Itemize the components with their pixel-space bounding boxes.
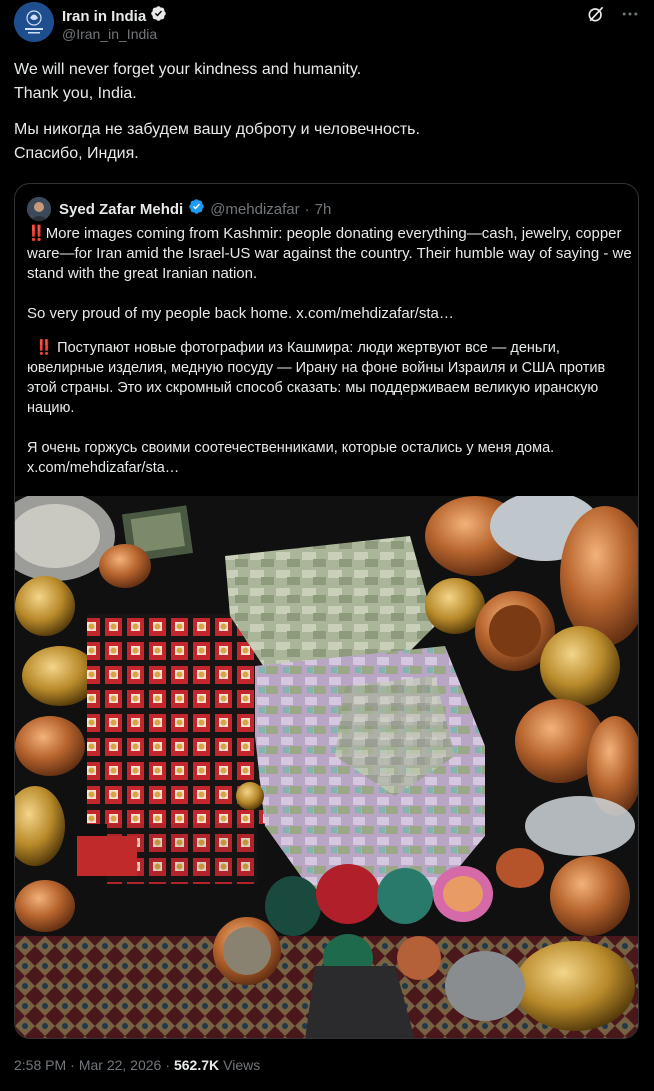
quoted-tweet[interactable] (14, 183, 639, 1039)
tweet-footer (14, 1057, 260, 1073)
quote-en-text-2: So very proud of my people back home. x.com/mehdizafar/sta… (27, 305, 454, 322)
double-exclamation-icon: ‼️ (35, 340, 54, 356)
quote-ru-link[interactable]: x.com/mehdizafar/sta… (27, 460, 180, 476)
quote-text (27, 224, 632, 478)
meta-separator: · (70, 1057, 75, 1073)
tweet-date[interactable]: Mar 22, 2026 (78, 1057, 162, 1073)
quote-author-name[interactable]: Syed Zafar Mehdi (59, 200, 184, 218)
meta-separator: · (304, 200, 310, 218)
quote-author-avatar[interactable] (27, 197, 51, 221)
tweet-time[interactable]: 2:58 PM (14, 1057, 67, 1073)
tweet-line: Thank you, India. (14, 85, 137, 102)
tweet-line: Мы никогда не забудем вашу доброту и человечность. (14, 121, 420, 138)
author-avatar[interactable] (14, 2, 54, 42)
views-label: Views (223, 1057, 261, 1073)
quote-ru-text: Поступают новые фотографии из Кашмира: люди жертвуют все — деньги, ювелирные изделия, медную посуду — Ирану на фоне войны Израиля и США против этой страны. Это их скромный способ сказать: мы поддерживаем великую иранскую нацию. (27, 340, 606, 416)
verified-badge-icon (150, 5, 167, 27)
meta-separator: · (165, 1057, 170, 1073)
verified-badge-icon (188, 198, 205, 220)
tweet-header (14, 2, 640, 44)
views-count: 562.7K (173, 1057, 220, 1073)
quote-ru-text-2: Я очень горжусь своими соотечественниками, которые остались у меня дома. (27, 440, 555, 456)
grok-icon[interactable] (586, 4, 606, 24)
tweet-line: Спасибо, Индия. (14, 145, 139, 162)
double-exclamation-icon: ‼️ (27, 225, 46, 242)
tweet-text (14, 58, 634, 166)
tweet-line: We will never forget your kindness and humanity. (14, 61, 362, 78)
donations-photo[interactable] (15, 496, 639, 1039)
author-display-name[interactable]: Iran in India (62, 7, 147, 25)
more-icon[interactable] (620, 4, 640, 24)
author-handle[interactable]: @Iran_in_India (62, 26, 158, 42)
quote-time[interactable]: 7h (314, 200, 332, 218)
quote-en-text: More images coming from Kashmir: people donating everything—cash, jewelry, copper ware—for Iran amid the Israel-US war against the country. Their humble way of saying - we stand with the great Iranian nation. (27, 225, 632, 282)
quote-author-handle[interactable]: @mehdizafar (210, 200, 300, 218)
